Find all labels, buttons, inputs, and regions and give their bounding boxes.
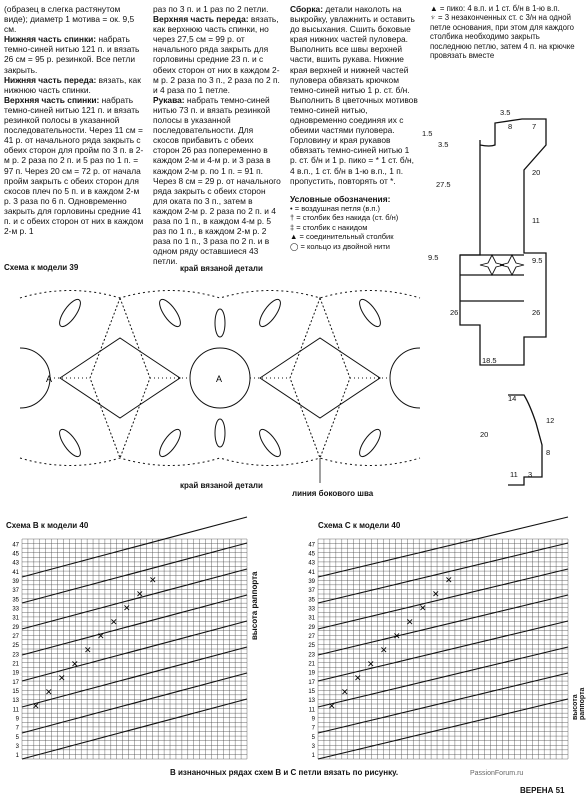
row-number: 11 [308, 707, 315, 714]
row-number: 23 [308, 652, 315, 659]
col1-line0: (образец в слегка растянутом [4, 4, 121, 14]
cross-stitch-mark: ✕ [84, 645, 92, 655]
col1-heading-back-lower: Нижняя часть спинки: [4, 34, 97, 45]
row-number: 7 [311, 725, 315, 732]
row-number: 39 [308, 579, 315, 585]
row-number: 37 [12, 588, 19, 595]
knitting-chart-c [300, 533, 582, 763]
col2-line0: раз по 3 п. и 1 раз по 2 петли. [153, 4, 269, 14]
chart-b-title: Схема В к модели 40 [6, 521, 89, 530]
col3-heading-assembly: Сборка: [290, 4, 323, 14]
row-number: 25 [308, 643, 315, 650]
cross-stitch-mark: ✕ [110, 617, 118, 627]
pico-text: = пико: 4 в.п. и 1 ст. б/н в 1-ю в.п. [439, 4, 560, 13]
seam-label: линия бокового шва [292, 489, 374, 498]
cross-stitch-mark: ✕ [445, 575, 453, 585]
row-number: 41 [308, 569, 315, 576]
cross-stitch-mark: ✕ [328, 701, 336, 711]
col2-text-sleeves: набрать темно-синей нитью 73 п. и вязать резинкой полосы в указанной последовательности. Для скосов прибавить с обеих сторон 26 раз попеременно в каждом 2-м и 4-м р. и 3 раза в каждом 2-м р. по 1 п. = 91 п. Через 8 см = 29 р. от начального ряда закрыть с обеих сторон для оката по 3 п., затем в каждом 2-м р. 2 раза по 2 п. и 4 раза по 1 п., в каждом 4-м р. 5 раз по 1 п., в каждом 2-м р. 2 раза по 1 п., 3 раза по 2 п. и в одном ряду оставшиеся 43 петли. [153, 94, 281, 267]
body-outline [460, 119, 546, 365]
row-number: 7 [15, 725, 19, 732]
col2-heading-front-upper: Верхняя часть переда: [153, 14, 249, 25]
column-1 [4, 4, 144, 236]
col1-text-front-lower: вязать, как нижнюю часть спинки. [4, 74, 141, 95]
row-number: 47 [308, 542, 315, 549]
column-2 [153, 4, 281, 266]
svg-text:12: 12 [546, 416, 555, 425]
chart-b-repeat-label: высота раппорта [250, 571, 259, 640]
cross-stitch-mark: ✕ [419, 603, 427, 613]
row-number: 19 [308, 670, 315, 677]
footer-note: В изнаночных рядах схем В и С петли вязать по рисунку. [170, 768, 399, 777]
svg-text:3.5: 3.5 [500, 108, 511, 117]
footer-watermark: PassionForum.ru [470, 770, 524, 777]
col2-text-front-upper: вязать, как верхнюю часть спинки, но через 27,5 см = 99 р. от начального ряда закрыть для горловины средние 23 п. и с обеих сторон от них в каждом 2-м р. 2 раза по 3 п., 2 раза по 2 п. и 4 раза по 1 петле. [153, 14, 280, 95]
single-crochet-icon: † [290, 213, 295, 223]
row-number: 35 [308, 597, 315, 604]
col3-text-assembly: детали наколоть на выкройку, увлажнить и оставить до высыхания. Сшить боковые края нижних частей пуловера. Выполнить все швы верхней части, вшить рукава. Нижние края верхней и нижней частей пуловера обвязать крючком темно-синей нитью 1 р. ст. б/н. Выполнить 8 цветочных мотивов темно-синей нитью, одновременно соединяя их с обеими частями пуловера. Горловину и края рукавов обвязать темно-синей нитью 1 р. ст. б/н и 1 р. пико = * 1 ст. б/н, 4 в.п., 1 ст. б/н в 1-ю в.п., 1 п. пропустить, повторять от *. [290, 4, 418, 186]
chain-stitch-icon: • [290, 203, 293, 213]
double-crochet-icon: ‡ [290, 222, 295, 232]
shell-icon: ♆ [430, 13, 436, 23]
row-number: 39 [12, 579, 19, 585]
cross-stitch-mark: ✕ [71, 659, 79, 669]
svg-text:11: 11 [532, 216, 540, 225]
cross-stitch-mark: ✕ [406, 617, 414, 627]
row-number: 33 [308, 606, 315, 613]
col1-text-back-upper: набрать темно-синей нитью 121 п. и вязать резинкой полосы в указанной последовательности. Через 11 см = 41 р. от начального ряда закрыть с обеих сторон для пройм по 3 п. в 2-м р. 2 раза по 2 п. и 5 раз по 1 п. = 97 п. Через 20 см = 72 р. от начала пройм закрыть с обеих сторон для скосов плеч по 5 п. и в каждом 2-м р. 3 раза по 6 п. Одновременно закрыть для горловины средние 41 п. и с обеих сторон от них в каждом 2-м р. 1 [4, 94, 144, 237]
row-number: 5 [311, 734, 315, 741]
cross-stitch-mark: ✕ [149, 575, 157, 585]
cross-stitch-mark: ✕ [380, 645, 388, 655]
slip-stitch-icon: ▲ [290, 232, 298, 242]
row-number: 13 [308, 698, 315, 705]
svg-text:11: 11 [510, 470, 518, 479]
legend-item: ◯ = кольцо из двойной нити [290, 241, 390, 251]
row-number: 43 [308, 560, 315, 567]
svg-text:3.5: 3.5 [438, 140, 449, 149]
row-number: 33 [12, 606, 19, 613]
edge-label-bottom: край вязаной детали [180, 481, 263, 490]
legend-item: † = столбик без накида (ст. б/н) [290, 213, 399, 223]
svg-text:9.5: 9.5 [532, 256, 543, 265]
row-number: 15 [12, 689, 19, 695]
svg-text:14: 14 [508, 394, 517, 403]
svg-text:26: 26 [532, 308, 541, 317]
row-number: 11 [12, 707, 19, 714]
motif-label-center: А [216, 374, 223, 384]
svg-text:7: 7 [532, 122, 537, 131]
row-number: 3 [15, 744, 19, 750]
footer-page: ВЕРЕНА 51 [520, 786, 565, 795]
col1-heading-back-upper: Верхняя часть спинки: [4, 94, 100, 105]
cross-stitch-mark: ✕ [45, 687, 53, 697]
row-number: 27 [308, 634, 315, 640]
svg-text:8: 8 [546, 448, 551, 457]
row-number: 3 [311, 744, 315, 750]
cross-stitch-mark: ✕ [432, 589, 440, 599]
row-number: 43 [12, 560, 19, 567]
col2-heading-sleeves: Рукава: [153, 94, 185, 105]
svg-text:20: 20 [532, 168, 541, 177]
row-number: 9 [311, 716, 315, 723]
legend-item: ▲ = соединительный столбик [290, 232, 394, 242]
row-number: 25 [12, 643, 19, 650]
edge-label-top: край вязаной детали [180, 264, 263, 273]
col1-text-back-lower: набрать темно-синей нитью 121 п. и вязать 26 см = 95 р. резинкой. Все петли закрыть. [4, 34, 140, 75]
row-number: 21 [308, 661, 315, 668]
row-number: 13 [12, 698, 19, 705]
svg-text:1.5: 1.5 [422, 129, 433, 138]
chart-c-title: Схема С к модели 40 [318, 521, 401, 530]
cross-stitch-mark: ✕ [393, 631, 401, 641]
cross-stitch-mark: ✕ [136, 589, 144, 599]
row-number: 31 [12, 615, 19, 622]
cross-stitch-mark: ✕ [97, 631, 105, 641]
row-number: 1 [311, 753, 315, 760]
cross-stitch-mark: ✕ [123, 603, 131, 613]
legend-item: • = воздушная петля (в.п.) [290, 203, 381, 213]
svg-text:20: 20 [480, 430, 489, 439]
pico-icon: ▲ [430, 4, 438, 13]
knitting-chart-b [2, 533, 292, 763]
pattern-title-39: Схема к модели 39 [4, 263, 79, 272]
svg-text:9.5: 9.5 [428, 253, 439, 262]
row-number: 35 [12, 597, 19, 604]
row-number: 23 [12, 652, 19, 659]
row-number: 17 [308, 679, 315, 686]
legend-item: ‡ = столбик с накидом [290, 222, 368, 232]
svg-text:27.5: 27.5 [436, 180, 451, 189]
row-number: 15 [308, 689, 315, 695]
crochet-diagram-39 [20, 278, 420, 478]
row-number: 37 [308, 588, 315, 595]
chart-c-repeat-label: высота раппорта [572, 687, 586, 720]
svg-text:3: 3 [528, 470, 533, 479]
motif-label-left: А [46, 374, 53, 384]
row-number: 31 [308, 615, 315, 622]
svg-text:26: 26 [450, 308, 459, 317]
row-number: 45 [308, 551, 315, 558]
garment-schematic [420, 105, 582, 495]
row-number: 21 [12, 661, 19, 668]
legend-title: Условные обозначения: [290, 193, 391, 204]
row-number: 9 [15, 716, 19, 723]
col1-heading-front-lower: Нижняя часть переда: [4, 74, 97, 85]
col1-line1: виде); диаметр 1 мотива = ок. 9,5 [4, 14, 135, 25]
shell-text: = 3 незаконченных ст. с 3/н на одной петле основания, при этом для каждого столбика необходимо закрыть последнюю петлю, затем 4 п. на крючке провязать вместе [430, 13, 575, 61]
col1-line2: см. [4, 24, 17, 35]
row-number: 17 [12, 679, 19, 686]
row-number: 29 [12, 624, 19, 631]
row-number: 27 [12, 634, 19, 640]
column-3 [290, 4, 418, 251]
svg-text:8: 8 [508, 122, 513, 131]
cross-stitch-mark: ✕ [32, 701, 40, 711]
row-number: 41 [12, 569, 19, 576]
svg-text:18.5: 18.5 [482, 356, 497, 365]
row-number: 47 [12, 542, 19, 549]
cross-stitch-mark: ✕ [367, 659, 375, 669]
row-number: 1 [15, 753, 19, 760]
row-number: 29 [308, 624, 315, 631]
ring-icon: ◯ [290, 241, 299, 251]
cross-stitch-mark: ✕ [341, 687, 349, 697]
cross-stitch-mark: ✕ [58, 673, 66, 683]
cross-stitch-mark: ✕ [354, 673, 362, 683]
legend-list [290, 204, 418, 252]
column-4 [430, 4, 578, 60]
row-number: 5 [15, 734, 19, 741]
row-number: 19 [12, 670, 19, 677]
row-number: 45 [12, 551, 19, 558]
